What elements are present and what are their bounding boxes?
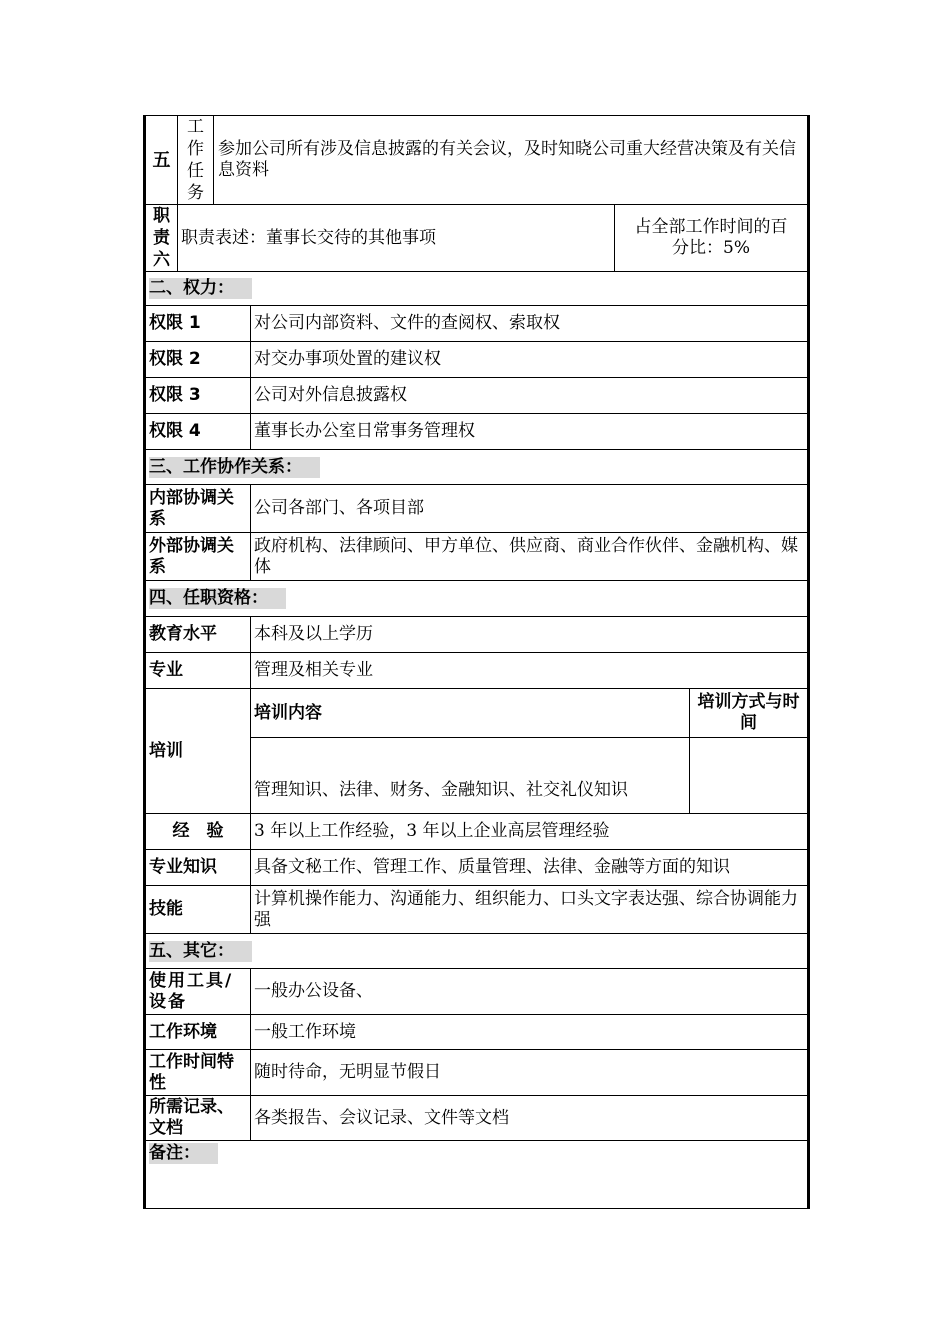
relation-label: 内部协调关系 bbox=[145, 485, 251, 533]
other-row bbox=[145, 1096, 809, 1141]
education-value: 本科及以上学历 bbox=[251, 617, 809, 653]
major-value: 管理及相关专业 bbox=[251, 653, 809, 689]
experience-row bbox=[145, 814, 809, 850]
notes-row bbox=[145, 1141, 809, 1209]
section2-header bbox=[145, 272, 809, 306]
authority-row bbox=[145, 306, 809, 342]
other-row bbox=[145, 1050, 809, 1096]
knowledge-value: 具备文秘工作、管理工作、质量管理、法律、金融等方面的知识 bbox=[251, 850, 809, 886]
relation-row bbox=[145, 485, 809, 533]
skills-row bbox=[145, 886, 809, 934]
training-header-row bbox=[145, 689, 809, 738]
relation-row bbox=[145, 533, 809, 581]
knowledge-row bbox=[145, 850, 809, 886]
other-value: 一般办公设备、 bbox=[251, 969, 809, 1015]
other-label: 工作环境 bbox=[145, 1015, 251, 1050]
notes-label: 备注： bbox=[149, 1143, 218, 1164]
authority-label: 权限 4 bbox=[145, 414, 251, 450]
skills-value: 计算机操作能力、沟通能力、组织能力、口头文字表达强、综合协调能力强 bbox=[251, 886, 809, 934]
education-row bbox=[145, 617, 809, 653]
section5-header bbox=[145, 934, 809, 969]
skills-label: 技能 bbox=[145, 886, 251, 934]
section3-header bbox=[145, 450, 809, 485]
major-label: 专业 bbox=[145, 653, 251, 689]
experience-label: 经 验 bbox=[145, 814, 251, 850]
authority-row bbox=[145, 342, 809, 378]
other-row bbox=[145, 969, 809, 1015]
authority-row bbox=[145, 414, 809, 450]
authority-row bbox=[145, 378, 809, 414]
job-description-form bbox=[143, 115, 807, 1209]
section4-title: 四、任职资格： bbox=[149, 588, 286, 609]
knowledge-label: 专业知识 bbox=[145, 850, 251, 886]
relation-value: 政府机构、法律顾问、甲方单位、供应商、商业合作伙伴、金融机构、媒体 bbox=[251, 533, 809, 581]
authority-value: 对公司内部资料、文件的查阅权、索取权 bbox=[251, 306, 809, 342]
other-label: 使用工具/设备 bbox=[145, 969, 251, 1015]
duty6-row bbox=[145, 205, 809, 272]
training-content-header: 培训内容 bbox=[251, 689, 690, 738]
duty5-label: 工作任务 bbox=[178, 116, 214, 205]
authority-label: 权限 3 bbox=[145, 378, 251, 414]
training-content: 管理知识、法律、财务、金融知识、社交礼仪知识 bbox=[251, 738, 690, 814]
section3-title: 三、工作协作关系： bbox=[149, 457, 320, 478]
training-method-header: 培训方式与时间 bbox=[690, 689, 809, 738]
other-value: 随时待命，无明显节假日 bbox=[251, 1050, 809, 1096]
other-value: 一般工作环境 bbox=[251, 1015, 809, 1050]
authority-label: 权限 1 bbox=[145, 306, 251, 342]
duty6-text: 职责表述：董事长交待的其他事项 bbox=[178, 205, 615, 272]
duty5-row bbox=[145, 116, 809, 205]
training-label: 培训 bbox=[145, 689, 251, 814]
duty6-percentage: 占全部工作时间的百分比：5% bbox=[615, 205, 809, 272]
form-table bbox=[143, 115, 810, 1209]
authority-value: 对交办事项处置的建议权 bbox=[251, 342, 809, 378]
relation-value: 公司各部门、各项目部 bbox=[251, 485, 809, 533]
authority-value: 公司对外信息披露权 bbox=[251, 378, 809, 414]
education-label: 教育水平 bbox=[145, 617, 251, 653]
other-label: 所需记录、文档 bbox=[145, 1096, 251, 1141]
other-value: 各类报告、会议记录、文件等文档 bbox=[251, 1096, 809, 1141]
other-label: 工作时间特性 bbox=[145, 1050, 251, 1096]
duty5-text: 参加公司所有涉及信息披露的有关会议，及时知晓公司重大经营决策及有关信息资料 bbox=[214, 116, 809, 205]
duty6-label: 职责六 bbox=[145, 205, 178, 272]
experience-value: 3 年以上工作经验，3 年以上企业高层管理经验 bbox=[251, 814, 809, 850]
authority-label: 权限 2 bbox=[145, 342, 251, 378]
duty5-number: 五 bbox=[145, 116, 178, 205]
training-method bbox=[690, 738, 809, 814]
other-row bbox=[145, 1015, 809, 1050]
section4-header bbox=[145, 581, 809, 617]
section2-title: 二、权力： bbox=[149, 278, 252, 299]
section5-title: 五、其它： bbox=[149, 941, 252, 962]
authority-value: 董事长办公室日常事务管理权 bbox=[251, 414, 809, 450]
major-row bbox=[145, 653, 809, 689]
relation-label: 外部协调关系 bbox=[145, 533, 251, 581]
